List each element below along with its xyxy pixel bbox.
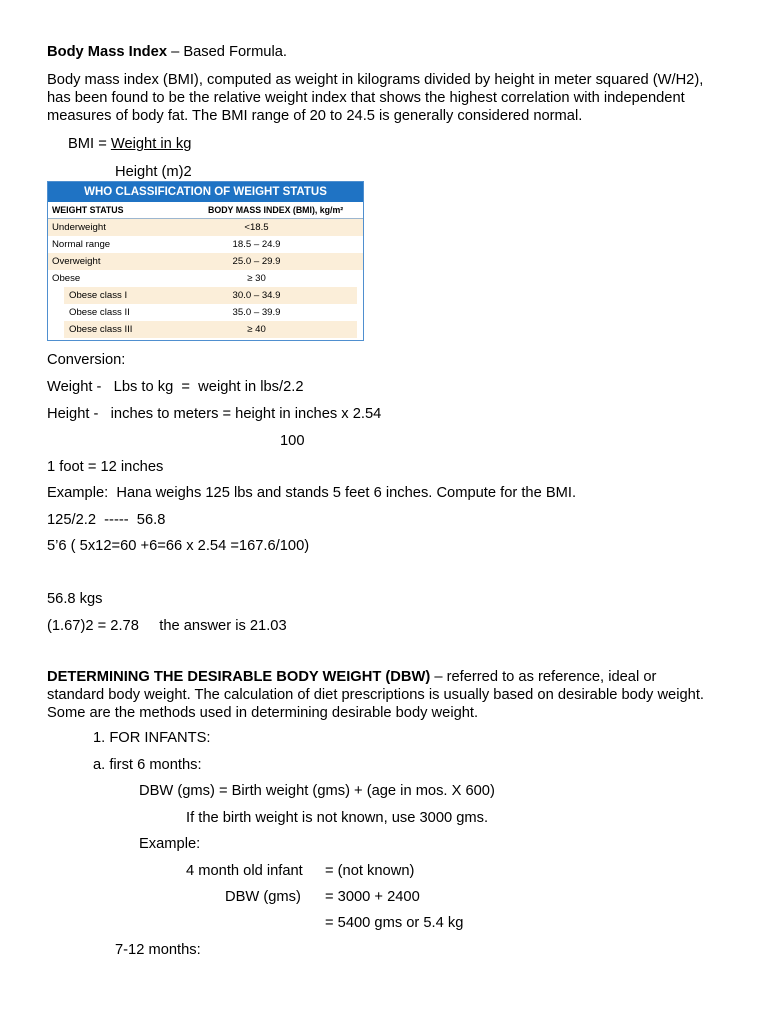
who-table-header-status: WEIGHT STATUS [52,205,124,215]
dbw-example-label-gms: DBW (gms) [225,889,301,905]
table-row [48,304,363,321]
dbw-formula: DBW (gms) = Birth weight (gms) + (age in mos. X 600) [139,783,495,799]
bmi-formula-numerator: Weight in kg [110,136,192,152]
bmi-range-cell: ≥ 40 [247,324,266,335]
table-row [48,287,363,304]
weight-status-cell: Obese class III [69,324,133,335]
table-row [48,270,363,287]
list-item-infants: 1. FOR INFANTS: [93,730,211,746]
who-table-header-row [48,202,363,219]
dbw-birth-weight-note: If the birth weight is not known, use 3000 gms. [186,810,489,826]
conversion-heading: Conversion: [47,352,126,368]
table-row [48,321,363,338]
weight-status-cell: Obese [52,273,81,284]
weight-conversion-line: Weight - Lbs to kg = weight in lbs/2.2 [47,379,304,395]
who-classification-table [47,181,364,341]
dbw-example-label: Example: [139,836,201,852]
calc-line-kgs: 56.8 kgs [47,591,103,607]
bmi-range-cell: <18.5 [244,222,269,233]
weight-status-cell: Normal range [52,239,111,250]
who-table-header-bmi: BODY MASS INDEX (BMI), kg/m² [208,205,344,215]
table-row [48,236,363,253]
height-conversion-line: Height - inches to meters = height in inches x 2.54 [47,406,382,422]
bmi-range-cell: 30.0 – 34.9 [232,290,281,301]
dbw-example-sum: = 3000 + 2400 [325,889,420,905]
weight-status-cell: Obese class II [69,307,130,318]
calc-line-answer: (1.67)2 = 2.78 the answer is 21.03 [47,618,287,634]
bmi-range-cell: 35.0 – 39.9 [232,307,281,318]
dbw-example-infant: 4 month old infant [186,863,303,879]
bmi-formula-denominator: Height (m)2 [115,164,192,180]
bmi-heading-bold: Body Mass Index [47,44,167,60]
table-row [48,219,363,236]
foot-conversion-line: 1 foot = 12 inches [47,459,164,475]
bmi-range-cell: 25.0 – 29.9 [232,256,281,267]
dbw-heading: DETERMINING THE DESIRABLE BODY WEIGHT (DBW) [47,669,431,685]
calc-line-weight: 125/2.2 ----- 56.8 [47,512,166,528]
weight-status-cell: Obese class I [69,290,128,301]
bmi-formula-lhs: BMI = [68,136,111,152]
dbw-paragraph [47,668,707,722]
list-item-first-6-months: a. first 6 months: [93,757,202,773]
list-item-7-12-months: 7-12 months: [115,942,201,958]
dbw-example-not-known: = (not known) [325,863,415,879]
dbw-description: – referred to as reference, ideal or standard body weight. The calculation of diet prescriptions is usually based on desirable body weight. Some are the methods used in determining desirable body weight. [47,669,704,721]
bmi-range-cell: ≥ 30 [247,273,266,284]
bmi-intro-paragraph: Body mass index (BMI), computed as weight in kilograms divided by height in meter squared (W/H2), has been found to be the relative weight index that shows the highest correlation with independent measures of body fat. The BMI range of 20 to 24.5 is generally considered normal. [47,72,704,124]
table-row [48,253,363,270]
weight-status-cell: Underweight [52,222,106,233]
bmi-formula-numerator-line [68,135,191,153]
weight-status-cell: Overweight [52,256,101,267]
calc-line-height: 5’6 ( 5x12=60 +6=66 x 2.54 =167.6/100) [47,538,310,554]
dbw-example-result: = 5400 gms or 5.4 kg [325,915,464,931]
bmi-example-line: Example: Hana weighs 125 lbs and stands 5 feet 6 inches. Compute for the BMI. [47,485,577,501]
bmi-range-cell: 18.5 – 24.9 [232,239,281,250]
bmi-heading-rest: – Based Formula. [166,44,287,60]
height-divisor: 100 [280,433,305,449]
bmi-heading [47,43,287,61]
who-table-title: WHO CLASSIFICATION OF WEIGHT STATUS [48,182,363,202]
